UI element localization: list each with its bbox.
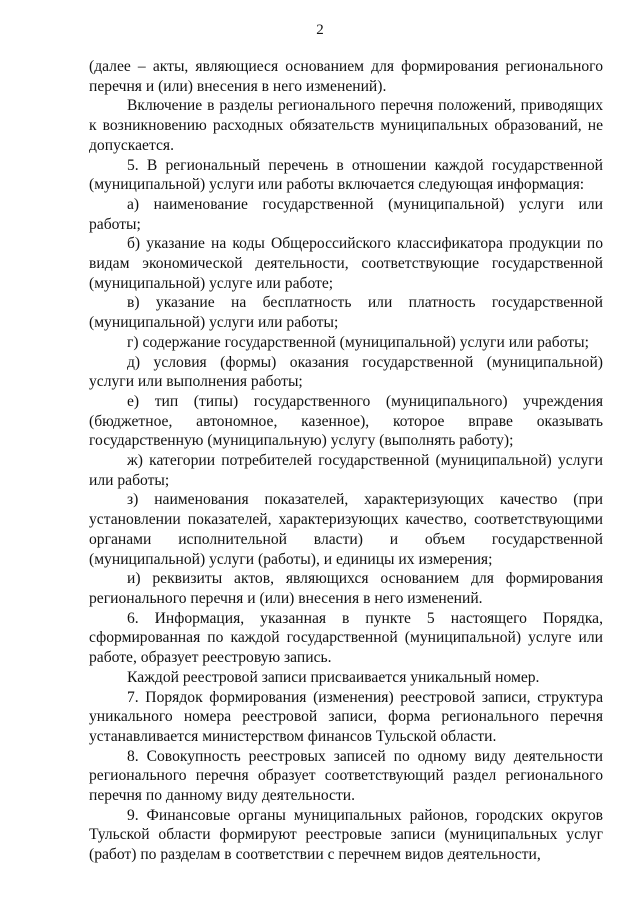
paragraph: (далее – акты, являющиеся основанием для формирования регионального перечня и (или) внесения в него изменений). <box>89 58 603 95</box>
paragraph: 5. В региональный перечень в отношении каждой государственной (муниципальной) услуги или работы включается следующая информация: <box>89 156 603 194</box>
paragraph: в) указание на бесплатность или платность государственной (муниципальной) услуги или работы; <box>89 294 603 332</box>
paragraph: 8. Совокупность реестровых записей по одному виду деятельности регионального перечня образует соответствующий раздел регионального перечня по данному виду деятельности. <box>89 747 603 805</box>
paragraph: Включение в разделы регионального перечня положений, приводящих к возникновению расходных обязательств муниципальных образований, не допускается. <box>89 97 603 154</box>
paragraph: ж) категории потребителей государственной (муниципальной) услуги или работы; <box>89 452 603 489</box>
page-number: 2 <box>316 22 324 38</box>
paragraph: г) содержание государственной (муниципальной) услуги или работы; <box>127 333 589 351</box>
paragraph: е) тип (типы) государственного (муниципального) учреждения (бюджетное, автономное, казенное), которое вправе оказывать государственную (муниципальную) услугу (выполнять работу); <box>89 392 603 450</box>
paragraph: 7. Порядок формирования (изменения) реестровой записи, структура уникального номера реестровой записи, форма регионального перечня устанавливается министерством финансов Тульской области. <box>89 688 603 745</box>
paragraph: д) условия (формы) оказания государственной (муниципальной) услуги или выполнения работы; <box>89 353 603 391</box>
paragraph: з) наименования показателей, характеризующих качество (при установлении показателей, характеризующих качество, соответствующими органами исполнительной власти) и объем государственной (муниципальной) услуги (работы), и единицы их измерения; <box>89 491 603 568</box>
paragraph: Каждой реестровой записи присваивается уникальный номер. <box>127 668 540 686</box>
paragraph: б) указание на коды Общероссийского классификатора продукции по видам экономической деятельности, соответствующие государственной (муниципальной) услуге или работе; <box>89 235 603 292</box>
paragraph: и) реквизиты актов, являющихся основанием для формирования регионального перечня и (или) внесения в него изменений. <box>89 570 603 607</box>
document-body <box>89 57 603 865</box>
paragraph: 9. Финансовые органы муниципальных районов, городских округов Тульской области формируют реестровые записи (муниципальных услуг (работ) по разделам в соответствии с перечнем видов деятельности, <box>89 806 603 864</box>
paragraph: 6. Информация, указанная в пункте 5 настоящего Порядка, сформированная по каждой государственной (муниципальной) услуге или работе, образует реестровую запись. <box>89 609 603 667</box>
paragraph: а) наименование государственной (муниципальной) услуги или работы; <box>89 195 603 233</box>
